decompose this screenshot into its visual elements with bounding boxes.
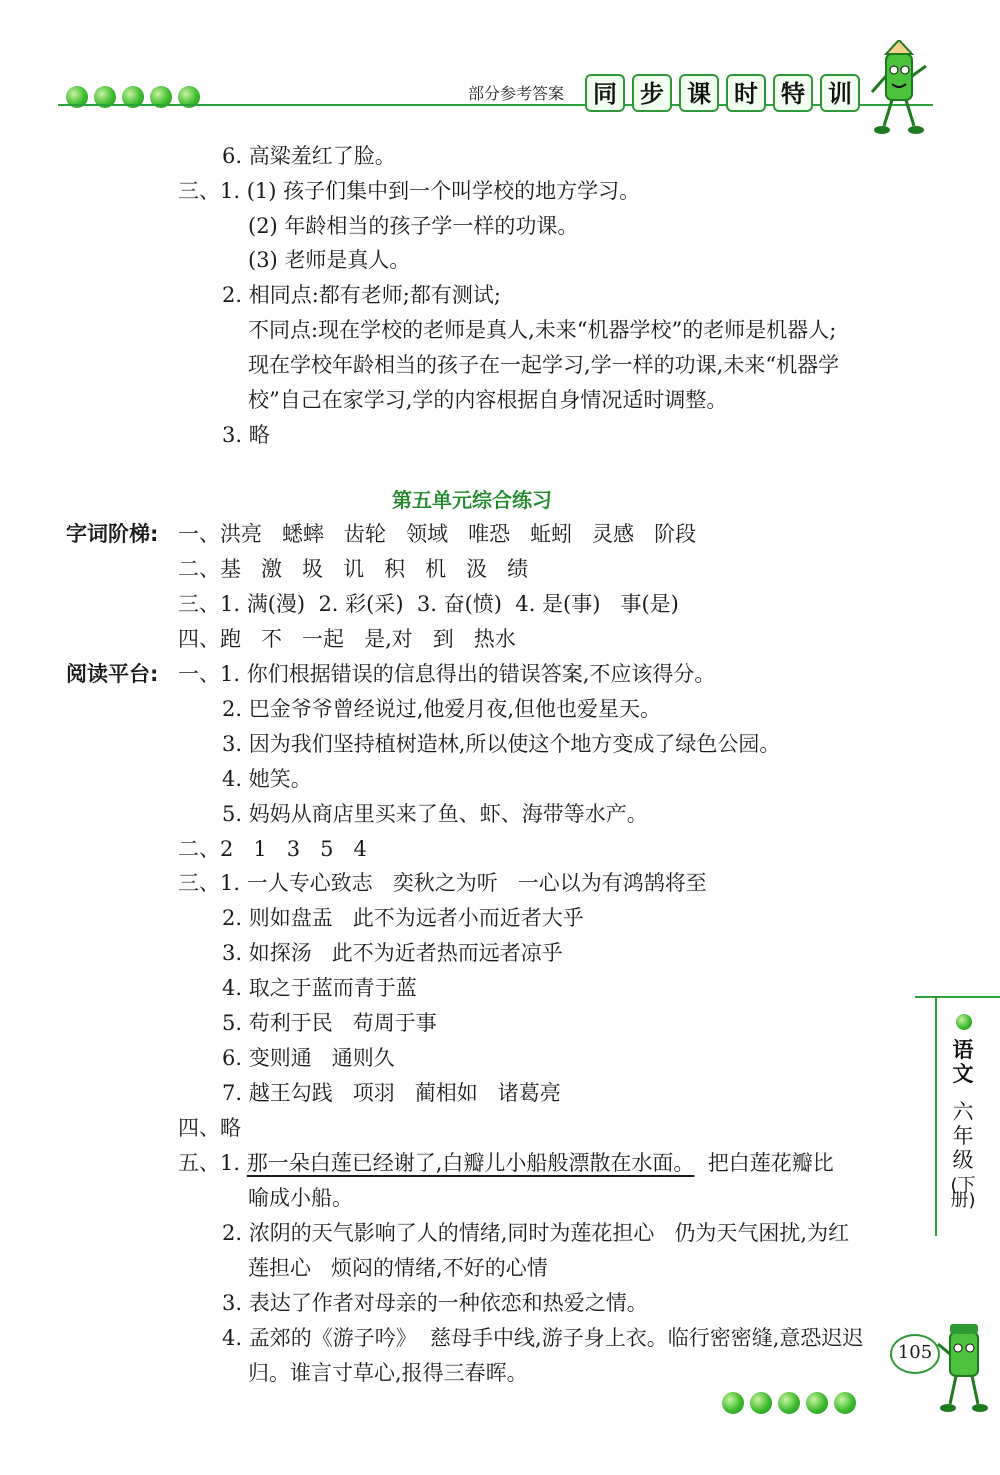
- footer-dot-4: [806, 1392, 828, 1414]
- text-line: 四、略: [178, 1116, 241, 1140]
- mascot-icon: [936, 1312, 992, 1422]
- ziciti-label: 字词阶梯:: [66, 522, 159, 546]
- text-line: 6. 变则通 通则久: [222, 1046, 395, 1070]
- answer-rest: 把白莲花瓣比: [694, 1151, 834, 1175]
- text-line: 5. 苟利于民 苟周于事: [222, 1011, 437, 1035]
- footer-dot-5: [834, 1392, 856, 1414]
- text-line: 校”自己在家学习,学的内容根据自身情况适时调整。: [248, 388, 728, 412]
- text-line: 3. 表达了作者对母亲的一种依恋和热爱之情。: [222, 1291, 648, 1315]
- side-rule: [915, 996, 1000, 998]
- text-line: 3. 因为我们坚持植树造林,所以使这个地方变成了绿色公园。: [222, 732, 781, 756]
- side-grade: 六年级: [952, 1100, 974, 1172]
- text-line: 6. 高粱羞红了脸。: [222, 144, 396, 168]
- text-line: 2. 则如盘盂 此不为远者小而近者大乎: [222, 906, 584, 930]
- title-char-2: 步: [632, 74, 672, 112]
- side-subject: 语文: [952, 1038, 974, 1086]
- header-label: 部分参考答案: [468, 84, 565, 103]
- text-line: (3) 老师是真人。: [248, 248, 411, 272]
- text-line: 三、1. 一人专心致志 奕秋之为听 一心以为有鸿鹄将至: [178, 871, 707, 895]
- page-number: 105: [890, 1334, 940, 1374]
- text-line: 3. 如探汤 此不为近者热而远者凉乎: [222, 941, 563, 965]
- title-char-5: 特: [773, 74, 813, 112]
- text-line: 三、1. 满(漫) 2. 彩(采) 3. 奋(愤) 4. 是(事) 事(是): [178, 592, 679, 616]
- text-line: 四、跑 不 一起 是,对 到 热水: [178, 627, 516, 651]
- text-line: 不同点:现在学校的老师是真人,未来“机器学校”的老师是机器人;: [248, 318, 837, 342]
- text-line: 二、2 1 3 5 4: [178, 837, 367, 861]
- text-line: (2) 年龄相当的孩子学一样的功课。: [248, 214, 579, 238]
- text-line: 4. 她笑。: [222, 767, 312, 791]
- text-line: 2. 相同点:都有老师;都有测试;: [222, 283, 501, 307]
- section-title: 第五单元综合练习: [392, 488, 552, 512]
- title-char-4: 时: [726, 74, 766, 112]
- text-line: 现在学校年龄相当的孩子在一起学习,学一样的功课,未来“机器学: [248, 353, 840, 377]
- answer-prefix: 五、1.: [178, 1151, 247, 1175]
- yuedu-label: 阅读平台:: [66, 662, 159, 686]
- footer-dot-2: [750, 1392, 772, 1414]
- text-line: 4. 孟郊的《游子吟》 慈母手中线,游子身上衣。临行密密缝,意恐迟迟: [222, 1326, 864, 1350]
- pencil-mascot-icon: [868, 40, 930, 140]
- text-line: 3. 略: [222, 423, 270, 447]
- text-line: 一、1. 你们根据错误的信息得出的错误答案,不应该得分。: [178, 662, 716, 686]
- text-line: 5. 妈妈从商店里买来了鱼、虾、海带等水产。: [222, 802, 648, 826]
- text-line: 2. 巴金爷爷曾经说过,他爱月夜,但他也爱星天。: [222, 697, 662, 721]
- title-char-6: 训: [820, 74, 860, 112]
- text-line: 喻成小船。: [248, 1186, 353, 1210]
- text-line: [178, 1149, 834, 1177]
- footer-dot-3: [778, 1392, 800, 1414]
- text-line: 7. 越王勾践 项羽 蔺相如 诸葛亮: [222, 1081, 561, 1105]
- title-char-3: 课: [679, 74, 719, 112]
- side-dot: [956, 1014, 972, 1030]
- side-vertical-rule: [935, 996, 937, 1236]
- side-volume: (下册): [950, 1175, 976, 1211]
- title-char-1: 同: [585, 74, 625, 112]
- footer-dot-1: [722, 1392, 744, 1414]
- text-line: 一、洪亮 蟋蟀 齿轮 领域 唯恐 蚯蚓 灵感 阶段: [178, 522, 697, 546]
- text-line: 莲担心 烦闷的情绪,不好的心情: [248, 1256, 548, 1280]
- underlined-sentence: 那一朵白莲已经谢了,白瓣儿小船般漂散在水面。: [246, 1151, 695, 1175]
- text-line: 归。谁言寸草心,报得三春晖。: [248, 1361, 528, 1385]
- text-line: 4. 取之于蓝而青于蓝: [222, 976, 417, 1000]
- text-line: 三、1. (1) 孩子们集中到一个叫学校的地方学习。: [178, 179, 641, 203]
- text-line: 2. 浓阴的天气影响了人的情绪,同时为莲花担心 仍为天气困扰,为红: [222, 1221, 850, 1245]
- text-line: 二、基 激 圾 讥 积 机 汲 绩: [178, 557, 529, 581]
